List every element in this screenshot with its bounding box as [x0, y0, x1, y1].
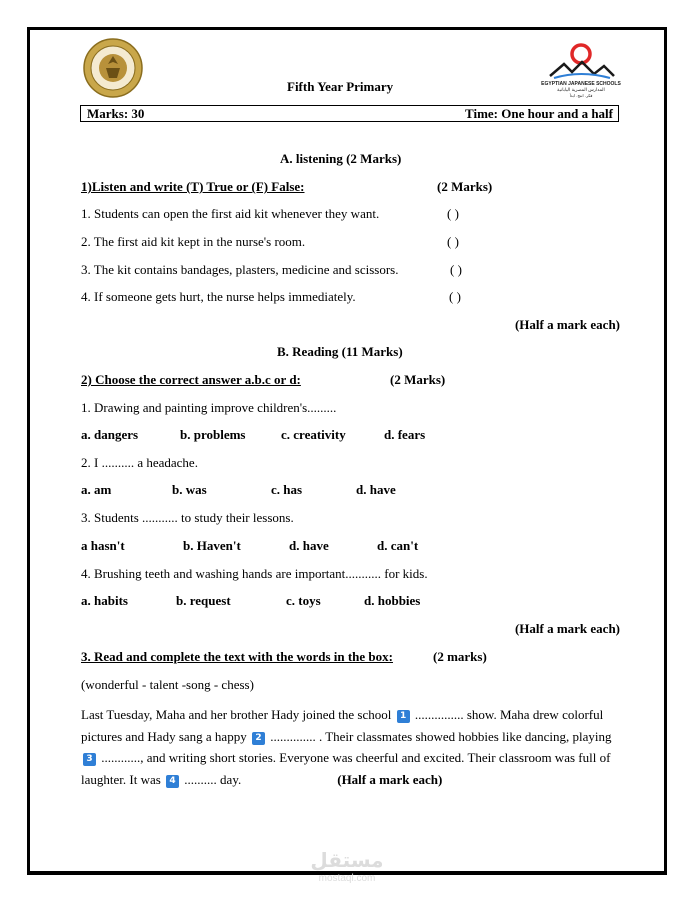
- mcq-option[interactable]: c. has: [271, 482, 303, 497]
- section-a-title: A. listening (2 Marks): [280, 151, 402, 166]
- egyptian-japanese-schools-logo: [540, 40, 622, 98]
- answer-blank[interactable]: ( ): [450, 262, 462, 277]
- q1-item: 2. The first aid kit kept in the nurse's room.: [81, 234, 306, 249]
- mcq-question: 3. Students ........... to study their lessons.: [81, 510, 294, 525]
- paragraph-text: .............. . Their classmates showed hobbies like dancing, playing: [270, 728, 612, 744]
- mcq-question: 1. Drawing and painting improve children's.........: [81, 400, 337, 415]
- page-title: Fifth Year Primary: [287, 79, 394, 94]
- q3-note: (Half a mark each): [337, 771, 443, 787]
- q1-item: 4. If someone gets hurt, the nurse helps immediately.: [81, 289, 356, 304]
- q2-note: (Half a mark each): [514, 621, 620, 636]
- exam-time: Time: One hour and a half: [465, 106, 613, 121]
- mcq-option[interactable]: a. am: [81, 482, 112, 497]
- mcq-option[interactable]: a. habits: [81, 593, 128, 608]
- q3-heading: 3. Read and complete the text with the words in the box:: [81, 649, 393, 664]
- logo-slogan: فكر. انتج. ابدأ: [569, 93, 593, 98]
- mcq-option[interactable]: a hasn't: [81, 538, 125, 553]
- logo-arabic-caption: المدارس المصرية اليابانية: [557, 88, 605, 93]
- logo-caption: EGYPTIAN JAPANESE SCHOOLS: [541, 81, 621, 87]
- q3-marks: (2 marks): [433, 649, 487, 664]
- mcq-option[interactable]: d. can't: [377, 538, 419, 553]
- mcq-question: 2. I .......... a headache.: [81, 455, 198, 470]
- total-marks: Marks: 30: [87, 106, 145, 121]
- paragraph-text: ............... show. Maha drew colorful pictures and Hady sang a happy: [81, 707, 604, 744]
- answer-blank[interactable]: ( ): [447, 206, 459, 221]
- answer-blank[interactable]: ( ): [447, 234, 459, 249]
- mcq-option[interactable]: d. hobbies: [364, 593, 421, 608]
- q2-marks: (2 Marks): [390, 372, 446, 387]
- q2-heading: 2) Choose the correct answer a.b.c or d:: [81, 372, 301, 387]
- marks-time-box: [80, 105, 619, 122]
- section-b-title: B. Reading (11 Marks): [277, 344, 403, 359]
- paragraph-text: .......... day.: [184, 771, 242, 787]
- mcq-option[interactable]: b. request: [176, 593, 231, 608]
- answer-blank[interactable]: ( ): [449, 289, 461, 304]
- paragraph-text: ............, and writing short stories. Everyone was cheerful and excited. Their classroom was full of laughter. It was: [81, 750, 611, 787]
- q1-item: 1. Students can open the first aid kit whenever they want.: [81, 206, 380, 221]
- mcq-option[interactable]: b. Haven't: [183, 538, 241, 553]
- mcq-option[interactable]: c. creativity: [281, 427, 346, 442]
- reading-paragraph: [81, 704, 621, 790]
- q1-marks: (2 Marks): [437, 179, 493, 194]
- mcq-option[interactable]: c. toys: [286, 593, 321, 608]
- mcq-option[interactable]: b. problems: [180, 427, 246, 442]
- mcq-option[interactable]: a. dangers: [81, 427, 139, 442]
- blank-number-badge: 3: [83, 753, 96, 766]
- mcq-option[interactable]: d. fears: [384, 427, 426, 442]
- q1-item: 3. The kit contains bandages, plasters, medicine and scissors.: [81, 262, 399, 277]
- blank-number-badge: 2: [252, 732, 265, 745]
- blank-number-badge: 1: [397, 710, 410, 723]
- word-box: (wonderful - talent -song - chess): [81, 677, 254, 692]
- q1-heading: 1)Listen and write (T) True or (F) False:: [81, 179, 305, 194]
- q1-note: (Half a mark each): [514, 317, 620, 332]
- mcq-option[interactable]: b. was: [172, 482, 207, 497]
- mostaql-watermark: [300, 845, 395, 885]
- ministry-seal-logo: [80, 38, 146, 98]
- paragraph-text: Last Tuesday, Maha and her brother Hady joined the school: [81, 707, 392, 722]
- mcq-question: 4. Brushing teeth and washing hands are important........... for kids.: [81, 566, 428, 581]
- mcq-option[interactable]: d. have: [289, 538, 329, 553]
- watermark-latin: mostaql.com: [318, 873, 376, 884]
- mcq-option[interactable]: d. have: [356, 482, 396, 497]
- blank-number-badge: 4: [166, 775, 179, 788]
- watermark-arabic: مستقل: [310, 848, 384, 872]
